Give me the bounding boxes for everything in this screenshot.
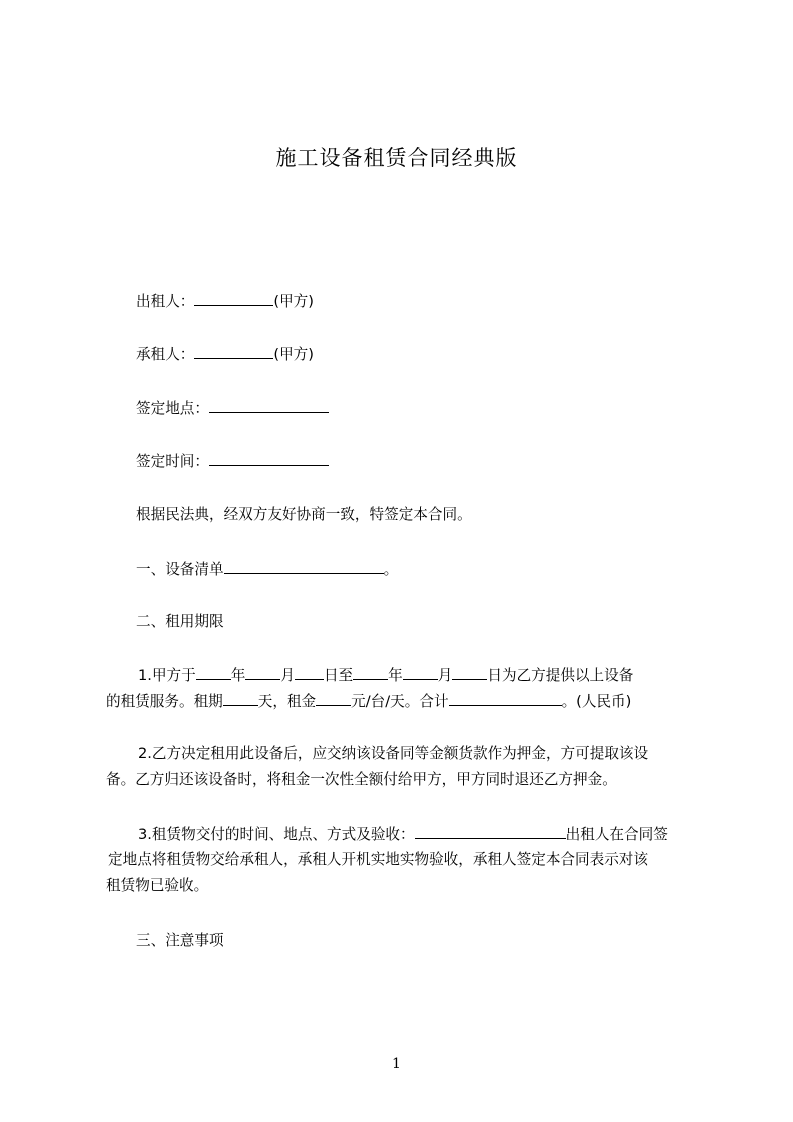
item1-d: 日至 <box>323 667 354 684</box>
section1-heading: 一、设备清单 <box>136 561 224 578</box>
delivery-details-blank <box>415 824 566 839</box>
item1-g: 日为乙方提供以上设备 <box>487 667 634 684</box>
start-day-blank <box>295 665 324 680</box>
item1-f: 月 <box>437 667 453 684</box>
sign-place-line <box>0 398 793 419</box>
sign-place-blank <box>209 398 329 413</box>
lessee-blank <box>194 344 273 359</box>
start-year-blank <box>196 665 231 680</box>
item3-line3: 租赁物已验收。 <box>106 877 209 894</box>
end-day-blank <box>452 665 487 680</box>
sign-place-label: 签定地点： <box>136 400 209 417</box>
lessee-label: 承租人： <box>136 346 195 363</box>
equipment-list-blank <box>224 559 384 574</box>
item1-num: 1. <box>138 667 152 684</box>
term-days-blank <box>223 691 258 706</box>
sign-time-label: 签定时间： <box>136 453 209 470</box>
item3-line1-a: 3.租赁物交付的时间、地点、方式及验收： <box>138 826 415 843</box>
start-month-blank <box>245 665 280 680</box>
item1-line2 <box>0 691 793 712</box>
sign-time-blank <box>209 451 329 466</box>
item1-b: 年 <box>230 667 246 684</box>
document-title: 施工设备租赁合同经典版 <box>275 146 518 170</box>
item2-line2: 备。乙方归还该设备时，将租金一次性全额付给甲方，甲方同时退还乙方押金。 <box>106 771 617 788</box>
lessee-suffix: (甲方) <box>273 346 314 363</box>
section1-heading-line <box>0 559 793 580</box>
item2-line1: 2.乙方决定租用此设备后，应交纳该设备同等金额货款作为押金，方可提取该设 <box>138 745 649 762</box>
item1-c: 月 <box>280 667 295 684</box>
item1-a: 甲方于 <box>151 667 196 684</box>
item1-line1 <box>0 665 793 686</box>
lessor-suffix: (甲方) <box>273 293 314 310</box>
item1-e: 年 <box>388 667 403 684</box>
lessor-label: 出租人： <box>136 293 195 310</box>
section3-heading: 三、注意事项 <box>136 932 224 949</box>
item3-line1-b: 出租人在合同签 <box>565 826 668 843</box>
sign-time-line <box>0 451 793 472</box>
item1-line2-a: 的租赁服务。租期 <box>106 693 223 710</box>
item3-line1 <box>0 824 793 845</box>
rent-amount-blank <box>316 691 351 706</box>
lessor-line <box>0 291 793 312</box>
total-amount-blank <box>449 691 562 706</box>
item1-line2-d: 。(人民币) <box>561 693 632 710</box>
item1-line2-b: 天，租金 <box>257 693 317 710</box>
item3-line2: 定地点将租赁物交给承租人，承租人开机实地实物验收，承租人签定本合同表示对该 <box>108 851 648 868</box>
section1-end: 。 <box>383 561 399 578</box>
item1-line2-c: 元/台/天。合计 <box>351 693 449 710</box>
lessor-blank <box>194 291 273 306</box>
lessee-line <box>0 344 793 365</box>
section2-heading: 二、租用期限 <box>136 613 224 630</box>
end-year-blank <box>353 665 388 680</box>
page-number: 1 <box>392 1056 401 1072</box>
intro-paragraph: 根据民法典，经双方友好协商一致，特签定本合同。 <box>136 506 472 523</box>
end-month-blank <box>403 665 438 680</box>
